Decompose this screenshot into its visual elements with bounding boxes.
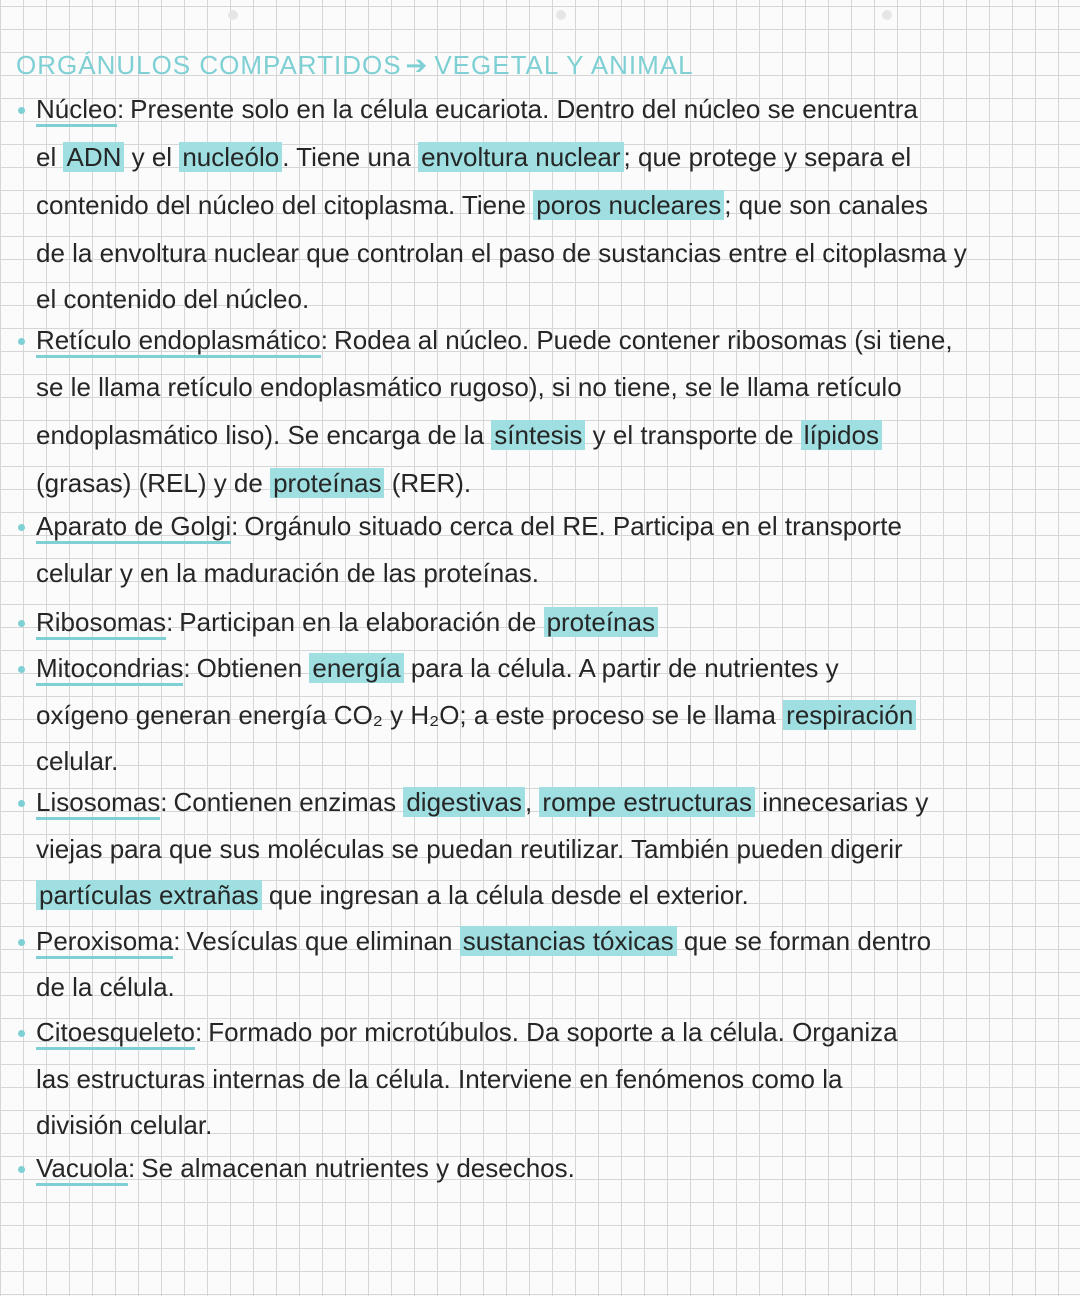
arrow-right-icon: ➔	[405, 50, 429, 80]
punch-hole-icon	[556, 10, 566, 20]
mitocondrias-line-2: oxígeno generan energía CO₂ y H₂O; a este proceso se le llama respiración	[36, 700, 916, 731]
highlight: partículas extrañas	[36, 880, 262, 910]
highlight: nucleólo	[179, 142, 282, 172]
highlight: ADN	[63, 142, 124, 172]
citoesqueleto-line-1: Citoesqueleto: Formado por microtúbulos. Da soporte a la célula. Organiza	[36, 1017, 898, 1048]
bullet-icon	[18, 666, 25, 673]
bullet-icon	[18, 338, 25, 345]
mitocondrias-term: Mitocondrias	[36, 653, 183, 686]
lisosomas-term: Lisosomas	[36, 787, 160, 820]
nucleo-line-5: el contenido del núcleo.	[36, 284, 310, 314]
bullet-icon	[18, 524, 25, 531]
peroxisoma-term: Peroxisoma	[36, 926, 173, 959]
ribosomas-line-1: Ribosomas: Participan en la elaboración de proteínas	[36, 607, 658, 638]
punch-hole-icon	[228, 10, 238, 20]
vacuola-term: Vacuola	[36, 1153, 128, 1186]
highlight: envoltura nuclear	[418, 142, 623, 172]
reticulo-term: Retículo endoplasmático	[36, 325, 321, 358]
peroxisoma-line-1: Peroxisoma: Vesículas que eliminan sustancias tóxicas que se forman dentro	[36, 926, 931, 957]
lisosomas-line-2: viejas para que sus moléculas se puedan reutilizar. También pueden digerir	[36, 834, 903, 864]
bullet-icon	[18, 939, 25, 946]
ribosomas-term: Ribosomas	[36, 607, 166, 640]
reticulo-line-1: Retículo endoplasmático: Rodea al núcleo. Puede contener ribosomas (si tiene,	[36, 325, 953, 356]
golgi-line-2: celular y en la maduración de las proteínas.	[36, 558, 539, 588]
nucleo-line-3: contenido del núcleo del citoplasma. Tiene poros nucleares ; que son canales	[36, 190, 929, 220]
highlight: sustancias tóxicas	[460, 926, 677, 956]
bullet-icon	[18, 620, 25, 627]
citoesqueleto-line-3: división celular.	[36, 1110, 213, 1140]
reticulo-line-3: endoplasmático liso). Se encarga de la síntesis y el transporte de lípidos	[36, 420, 882, 451]
mitocondrias-line-3: celular.	[36, 746, 119, 776]
highlight: digestivas	[403, 787, 525, 817]
highlight: lípidos	[801, 420, 882, 450]
golgi-line-1: Aparato de Golgi: Orgánulo situado cerca del RE. Participa en el transporte	[36, 511, 902, 542]
punch-hole-icon	[882, 10, 892, 20]
citoesqueleto-line-2: las estructuras internas de la célula. Interviene en fenómenos como la	[36, 1064, 843, 1094]
lisosomas-line-1: Lisosomas: Contienen enzimas digestivas , rompe estructuras innecesarias y	[36, 787, 928, 818]
highlight: proteínas	[544, 607, 658, 637]
mitocondrias-line-1: Mitocondrias: Obtienen energía para la célula. A partir de nutrientes y	[36, 653, 839, 684]
highlight: poros nucleares	[533, 190, 724, 220]
peroxisoma-line-2: de la célula.	[36, 972, 175, 1002]
bullet-icon	[18, 1030, 25, 1037]
golgi-term: Aparato de Golgi	[36, 511, 231, 544]
vacuola-line-1: Vacuola: Se almacenan nutrientes y desechos.	[36, 1153, 575, 1184]
reticulo-line-4: (grasas) (REL) y de proteínas (RER).	[36, 468, 472, 498]
lisosomas-line-3: partículas extrañas que ingresan a la célula desde el exterior.	[36, 880, 749, 911]
highlight: energía	[309, 653, 403, 683]
bullet-icon	[18, 800, 25, 807]
reticulo-line-2: se le llama retículo endoplasmático rugoso), si no tiene, se le llama retículo	[36, 372, 902, 402]
highlight: respiración	[783, 700, 916, 730]
bullet-icon	[18, 1166, 25, 1173]
page-title	[16, 50, 694, 81]
nucleo-line-4: de la envoltura nuclear que controlan el paso de sustancias entre el citoplasma y	[36, 238, 967, 268]
nucleo-line-1: Núcleo: Presente solo en la célula eucariota. Dentro del núcleo se encuentra	[36, 94, 918, 125]
highlight: síntesis	[491, 420, 585, 450]
title-right: VEGETAL Y ANIMAL	[434, 50, 694, 80]
highlight: proteínas	[270, 468, 384, 498]
title-left: ORGÁNULOS COMPARTIDOS	[16, 50, 402, 80]
highlight: rompe estructuras	[539, 787, 755, 817]
nucleo-term: Núcleo	[36, 94, 117, 127]
bullet-icon	[18, 107, 25, 114]
nucleo-line-2: el ADN y el nucleólo . Tiene una envoltura nuclear ; que protege y separa el	[36, 142, 912, 172]
citoesqueleto-term: Citoesqueleto	[36, 1017, 195, 1050]
